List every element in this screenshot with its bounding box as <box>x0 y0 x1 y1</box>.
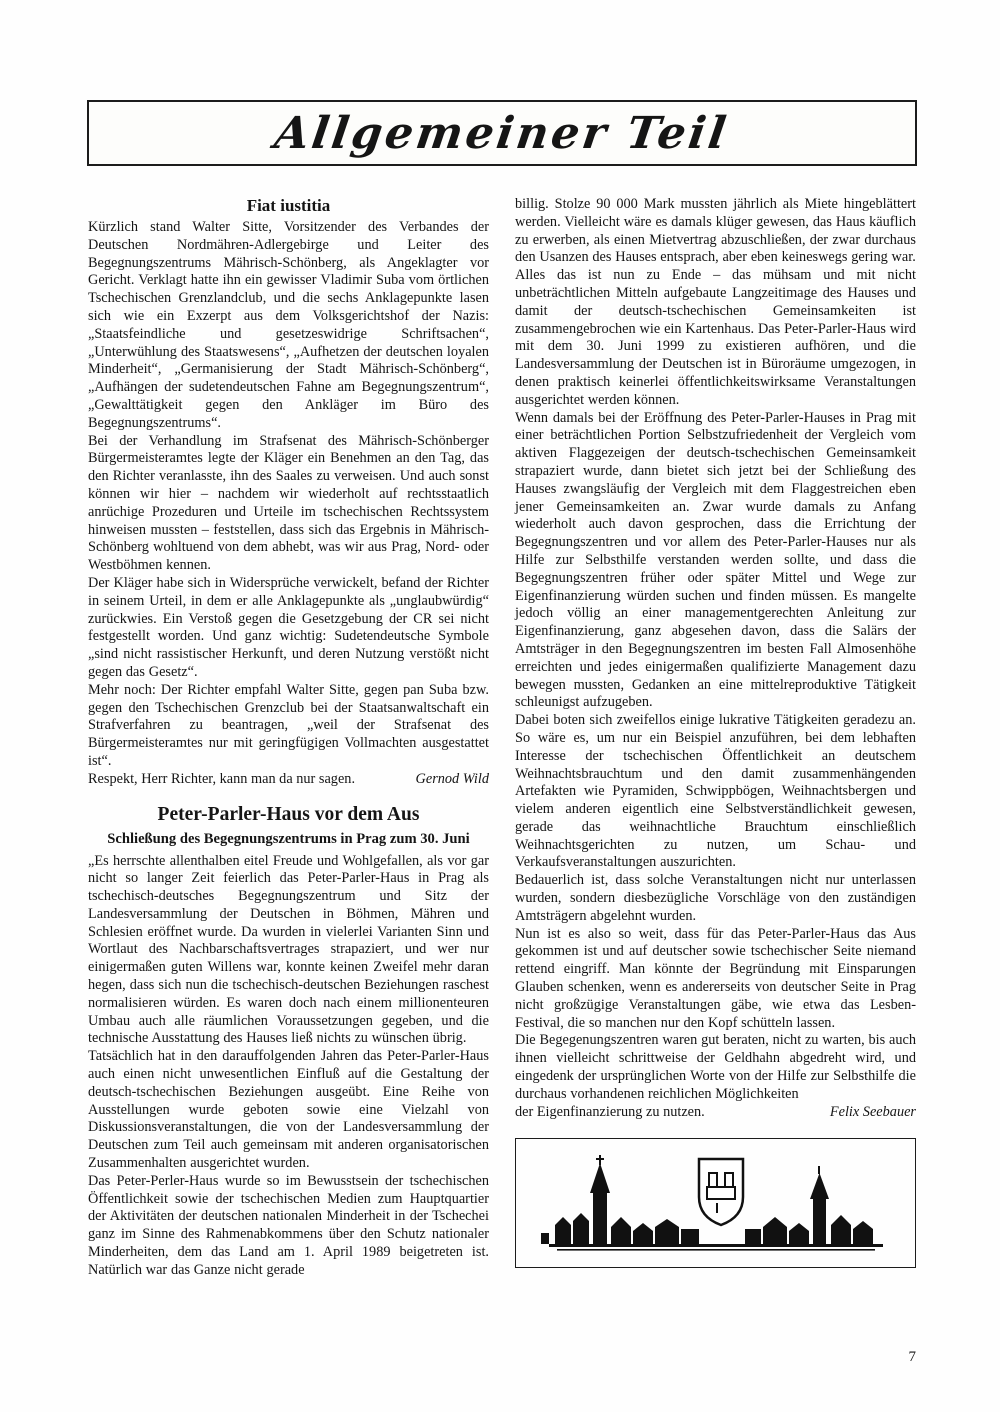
paragraph: Alles das ist nun zu Ende – das mühsam und mit nicht unbeträchtlichen Mitteln aufgebaute Langzeitimage des Hauses und damit der deutsch-tschechischen Gemeinsamkeiten ist zusammengebrochen wie ein Kartenhaus. Das Peter-Parler-Haus wird mit dem 30. Juni 1999 zu existieren aufhören, und die Landesversammlung der Deutschen ist in Büroräume umgezogen, in denen praktisch keinerlei öffentlichkeitswirksame Veranstaltungen ausgerichtet werden können. <box>515 267 916 408</box>
paragraph: Mehr noch: Der Richter empfahl Walter Sitte, gegen pan Suba bzw. gegen den Tschechischen Grenzclub bei der Staatsanwaltschaft ein Strafverfahren zu beantragen, „weil der Strafsenat des Bürgermeisteramtes nur mit geringfügigen Vollmachten ausgestattet ist“. <box>88 681 489 769</box>
section-header-banner <box>87 100 917 166</box>
paragraph: Der Kläger habe sich in Widersprüche verwickelt, befand der Richter in seinem Urteil, in dem er alle Anklagepunkte als „unglaubwürdig“ zurückwies. Ein Verstoß gegen die Gesetzgebung der CR sei nicht festgestellt worden. Und ganz wichtig: Sudetendeutsche Symbole „sind nicht rassistischer Herkunft, und deren Nutzung verstößt nicht gegen das Gesetz“. <box>88 574 489 680</box>
article-closing-line <box>88 771 489 789</box>
article-subtitle: Schließung des Begegnungszentrums in Prag zum 30. Juni <box>107 830 470 847</box>
paragraph: „Es herrschte allenthalben eitel Freude und Wohlgefallen, als vor gar nicht so langer Zeit feierlich das Peter-Parler-Haus in Prag als tschechisch-deutsches Begegnungszentrum und Sitz der Landesversammlung der Deutschen in Böhmen, Mähren und Schlesien eröffnet wurde. Da wurden in vielerlei Varianten Sinn und Wortlaut des Nachbarschaftsvertrages strapaziert, und wer nur einigermaßen guten Willens war, konnte keinen Zweifel mehr daran hegen, dass sich nun die tschechisch-deutschen Beziehungen raschest normalisieren würden. Es waren doch nach einem millionenteuren Umbau auch alle räumlichen Voraussetzungen gegeben, und die technische Ausstattung des Hauses ließ nichts zu wünschen übrig. <box>88 852 489 1047</box>
author-signature: Felix Seebauer <box>829 1103 916 1120</box>
closing-text: Respekt, Herr Richter, kann man da nur sagen. <box>88 770 356 787</box>
paragraph: Dabei boten sich zweifellos einige lukrative Tätigkeiten geradezu an. So wäre es, um nur ein Beispiel anzuführen, bei dem lebhaften Interesse der tschechischen Öffentlichkeit an deutschem Weihnachtsbrauchtum und den damit zusammenhängenden Artefakten wie Pyramiden, Schwippbögen, Weihnachtsbergen und vielem anderen eigentlich eine Selbstverständlichkeit gewesen, gerade das weihnachtliche Brauchtum einschließlich Weihnachtsgerichten zu nutzen, um Schau- und Verkaufsveranstaltungen auszurichten. <box>515 712 916 871</box>
right-column <box>515 196 916 1280</box>
page-number: 7 <box>908 1349 916 1365</box>
article-title-fiat-iustitia: Fiat iustitia <box>246 196 331 215</box>
author-signature: Gernod Wild <box>415 770 489 787</box>
paragraph: billig. Stolze 90 000 Mark mussten jährlich als Miete hingeblättert werden. Vielleicht wäre es damals klüger gewesen, das Haus käuflich zu erwerben, als einen Mietvertrag abzuschließen, der zwar durchaus den Usanzen des Hauses entsprach, aber eben keineswegs gering war. <box>515 196 916 266</box>
paragraph: Die Begegenungszentren waren gut beraten, nicht zu warten, bis auch ihnen vielleicht schrittweise der Geldhahn abgedreht wird, und eingedenk der ursprünglichen Worte von der Hilfe zur Selbsthilfe die durchaus vorhandenen reichlichen Möglichkeiten <box>515 1032 916 1102</box>
paragraph: Bei der Verhandlung im Strafsenat des Mährisch-Schönberger Bürgermeisteramtes legte der Kläger ein Benehmen an den Tag, das den Richter veranlasste, ihn des Saales zu verweisen. Und auch sonst können wir hier – nachdem wir wiederholt auf rechtsstaatlich anrüchige Prozeduren und Urteile im tschechischen Rechtssystem hinweisen mussten – feststellen, dass sich das Ergebnis in Mährisch-Schönberg wohltuend von dem abhebt, was wir aus Prag, Nord- oder Westböhmen kennen. <box>88 432 489 574</box>
town-skyline-illustration <box>541 1147 891 1259</box>
paragraph: Kürzlich stand Walter Sitte, Vorsitzender des Verbandes der Deutschen Nordmähren-Adlergebirge und Leiter des Begegnungszentrums Mährisch-Schönberg, als Angeklagter vor Gericht. Verklagt hatte ihn ein gewisser Vladimir Suba vom örtlichen Tschechischen Grenzlandclub, und die sechs Anklagepunkte lasen sich wie ein Exzerpt aus dem Volksgerichtshof der Nazis: „Staatsfeindliche und gesetzeswidrige Schriftsachen“, „Unterwühlung des Staatswesens“, „Aufhetzen der deutschen loyalen Minderheit“, „Germanisierung der Stadt Mährisch-Schönberg“, „Aufhängen der sudetendeutschen Fahne am Begegnungszentrum“, „Gewalttätigkeit gegen den Ankläger im Büro des Begegnungszentrums“. <box>88 219 489 431</box>
two-column-body <box>88 196 916 1280</box>
section-title: Allgemeiner Teil <box>271 107 733 159</box>
article-title-peter-parler-haus: Peter-Parler-Haus vor dem Aus <box>157 803 420 825</box>
paragraph: Wenn damals bei der Eröffnung des Peter-Parler-Hauses in Prag mit einer beträchtlichen Portion Selbstzufriedenheit der Vergleich vom aktiven Flaggezeigen der deutsch-tschechischen Gemeinsamkeit strapaziert wurde, dann bietet sich jetzt bei der Schließung des Hauses zwangsläufig der Vergleich mit dem Flaggestreichen eben jener Gemeinsamkeiten an. Zwar wurde damals zu Anfang wiederholt auch davon gesprochen, dass die Errichtung der Begegnungszentren und vor allem des Peter-Parler-Hauses nur als Hilfe zur Selbsthilfe verstanden werden sollte, und dass die Begegnungszentren früher oder später Mittel und Wege zur Eigenfinanzierung würden suchen und finden müssen. Es mangelte jedoch völlig an einer managementgerechten Anleitung zur Eigenfinanzierung, ganz abgesehen davon, dass die Salärs der Amtsträger in den Begegnungszentren im besten Fall Almosenhöhe erreichten und jedes einigermaßen qualifizierte Management dazu bewegen mussten, Gedanken an eine mittelreproduktive Tätigkeit schleunigst aufzugeben. <box>515 409 916 711</box>
paragraph: Tatsächlich hat in den darauffolgenden Jahren das Peter-Parler-Haus auch einen nicht unwesentlichen Einfluß auf die Gestaltung der deutsch-tschechischen Beziehungen ausgeübt. Eine Reihe von Ausstellungen wurde geboten sowie eine Vielzahl von Diskussionsveranstaltungen, die von der Landesversammlung der Deutschen zum Teil auch gemeinsam mit anderen organisatorischen Zusammenhalten ausgerichtet wurden. <box>88 1048 489 1172</box>
paragraph: Nun ist es also so weit, dass für das Peter-Parler-Haus das Aus gekommen ist und auf deutscher sowie tschechischer Seite niemand rettend eingriff. Man könnte der Begründung mit Einsparungen Glauben schenken, wenn es andererseits von deutscher Seite in Prag nicht großzügige Veranstaltungen gäbe, wie etwa das Lesben-Festival, die so manchen nur den Kopf schütteln lassen. <box>515 925 916 1031</box>
paragraph: Das Peter-Perler-Haus wurde so im Bewusstsein der tschechischen Öffentlichkeit sowie der tschechischen Medien zum Hauptquartier der Aktivitäten der deutschen nationalen Minderheit in der Tschechei ganz im Sinne des Rahmenabkommens über den Schutz nationaler Minderheiten, dem das Land am 1. April 1989 beigetreten ist. Natürlich war das Ganze nicht gerade <box>88 1172 489 1278</box>
left-column <box>88 196 489 1280</box>
paragraph: Bedauerlich ist, dass solche Veranstaltungen nicht nur unterlassen wurden, sondern diesbezügliche Vorschläge von den zuständigen Amtsträgern abgelehnt wurden. <box>515 872 916 924</box>
closing-text: der Eigenfinanzierung zu nutzen. <box>515 1103 705 1120</box>
article-closing-line <box>515 1104 916 1122</box>
town-illustration-frame <box>515 1138 916 1268</box>
